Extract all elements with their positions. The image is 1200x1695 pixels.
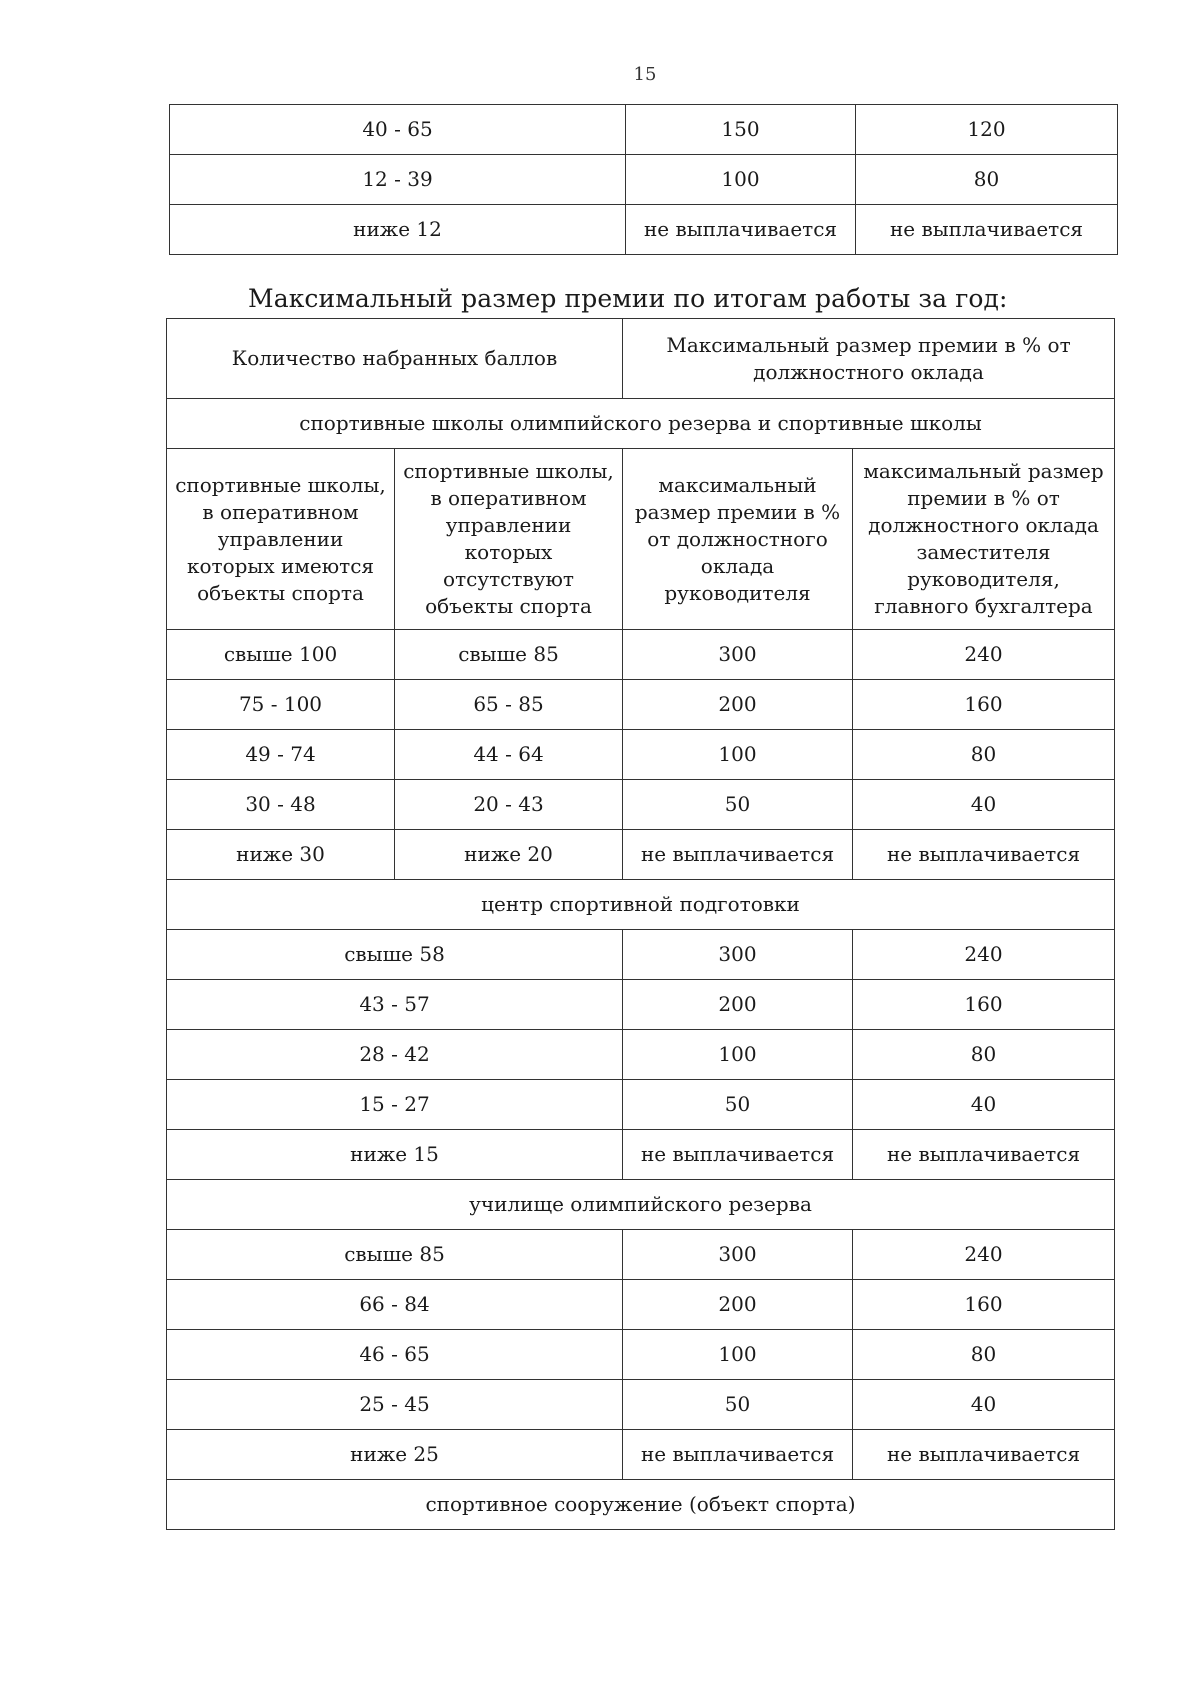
deputy-premium-cell: не выплачивается: [856, 205, 1118, 255]
head-premium-cell: 300: [623, 1230, 853, 1280]
deputy-premium-cell: не выплачивается: [853, 1430, 1115, 1480]
head-premium-cell: не выплачивается: [623, 1130, 853, 1180]
deputy-premium-cell: 40: [853, 780, 1115, 830]
page-number: 15: [633, 64, 657, 85]
deputy-premium-cell: 160: [853, 980, 1115, 1030]
section-title: центр спортивной подготовки: [167, 880, 1115, 930]
premium-header-cell: Максимальный размер премии в % от должностного оклада: [623, 319, 1115, 399]
score-range-cell: 49 - 74: [167, 730, 395, 780]
deputy-premium-cell: 160: [853, 1280, 1115, 1330]
head-premium-cell: не выплачивается: [626, 205, 856, 255]
table-row: [167, 1380, 1115, 1430]
score-range-cell: 75 - 100: [167, 680, 395, 730]
table-row: [167, 730, 1115, 780]
sub-header-without-facilities: спортивные школы, в оперативном управлении которых отсутствуют объекты спорта: [395, 449, 623, 630]
score-range-cell: 65 - 85: [395, 680, 623, 730]
section-title: спортивные школы олимпийского резерва и спортивные школы: [167, 399, 1115, 449]
section-row-sports-facility: [167, 1480, 1115, 1530]
table-row: [167, 1330, 1115, 1380]
head-premium-cell: 100: [623, 1330, 853, 1380]
score-range-cell: свыше 100: [167, 630, 395, 680]
score-range-cell: ниже 20: [395, 830, 623, 880]
deputy-premium-cell: 40: [853, 1080, 1115, 1130]
sub-header-deputy-premium: максимальный размер премии в % от должностного оклада заместителя руководителя, главного бухгалтера: [853, 449, 1115, 630]
deputy-premium-cell: 240: [853, 1230, 1115, 1280]
head-premium-cell: 300: [623, 630, 853, 680]
table-row: [167, 930, 1115, 980]
head-premium-cell: 150: [626, 105, 856, 155]
score-range-cell: свыше 85: [395, 630, 623, 680]
table-row: [167, 1280, 1115, 1330]
table-row: [167, 1080, 1115, 1130]
score-range-cell: свыше 85: [167, 1230, 623, 1280]
deputy-premium-cell: не выплачивается: [853, 1130, 1115, 1180]
score-range-cell: 46 - 65: [167, 1330, 623, 1380]
deputy-premium-cell: 160: [853, 680, 1115, 730]
deputy-premium-cell: 80: [856, 155, 1118, 205]
table-row: [167, 1430, 1115, 1480]
score-range-cell: 66 - 84: [167, 1280, 623, 1330]
head-premium-cell: не выплачивается: [623, 830, 853, 880]
table-header-row: [167, 319, 1115, 399]
score-range-cell: 30 - 48: [167, 780, 395, 830]
deputy-premium-cell: 120: [856, 105, 1118, 155]
score-range-cell: 28 - 42: [167, 1030, 623, 1080]
deputy-premium-cell: 80: [853, 730, 1115, 780]
head-premium-cell: 200: [623, 980, 853, 1030]
annual-premium-heading: Максимальный размер премии по итогам работы за год:: [248, 284, 1008, 313]
deputy-premium-cell: 40: [853, 1380, 1115, 1430]
section-row-sport-schools: [167, 399, 1115, 449]
score-range-cell: ниже 15: [167, 1130, 623, 1180]
deputy-premium-cell: 80: [853, 1030, 1115, 1080]
score-range-cell: ниже 25: [167, 1430, 623, 1480]
table-row: [167, 630, 1115, 680]
score-header-cell: Количество набранных баллов: [167, 319, 623, 399]
score-range-cell: 43 - 57: [167, 980, 623, 1030]
head-premium-cell: 200: [623, 680, 853, 730]
section-title: училище олимпийского резерва: [167, 1180, 1115, 1230]
deputy-premium-cell: 240: [853, 930, 1115, 980]
section-row-training-center: [167, 880, 1115, 930]
deputy-premium-cell: 80: [853, 1330, 1115, 1380]
score-range-cell: 40 - 65: [170, 105, 626, 155]
annual-premium-table: [166, 318, 1115, 1530]
score-range-cell: 44 - 64: [395, 730, 623, 780]
head-premium-cell: 100: [626, 155, 856, 205]
head-premium-cell: 50: [623, 1080, 853, 1130]
table-row: [167, 1030, 1115, 1080]
deputy-premium-cell: не выплачивается: [853, 830, 1115, 880]
premium-table-continuation: [169, 104, 1118, 255]
head-premium-cell: 100: [623, 730, 853, 780]
score-range-cell: ниже 30: [167, 830, 395, 880]
table-row: [167, 680, 1115, 730]
head-premium-cell: 50: [623, 780, 853, 830]
table-row: [170, 155, 1118, 205]
table-row: [167, 780, 1115, 830]
head-premium-cell: 300: [623, 930, 853, 980]
table-row: [167, 830, 1115, 880]
score-range-cell: ниже 12: [170, 205, 626, 255]
table-row: [167, 1130, 1115, 1180]
score-range-cell: 25 - 45: [167, 1380, 623, 1430]
table-row: [170, 105, 1118, 155]
section-title: спортивное сооружение (объект спорта): [167, 1480, 1115, 1530]
score-range-cell: свыше 58: [167, 930, 623, 980]
head-premium-cell: 200: [623, 1280, 853, 1330]
head-premium-cell: 50: [623, 1380, 853, 1430]
table-row: [167, 1230, 1115, 1280]
head-premium-cell: 100: [623, 1030, 853, 1080]
section-row-olympic-college: [167, 1180, 1115, 1230]
table-row: [167, 980, 1115, 1030]
head-premium-cell: не выплачивается: [623, 1430, 853, 1480]
score-range-cell: 15 - 27: [167, 1080, 623, 1130]
sub-header-row: [167, 449, 1115, 630]
score-range-cell: 20 - 43: [395, 780, 623, 830]
sub-header-head-premium: максимальный размер премии в % от должностного оклада руководителя: [623, 449, 853, 630]
deputy-premium-cell: 240: [853, 630, 1115, 680]
table-row: [170, 205, 1118, 255]
score-range-cell: 12 - 39: [170, 155, 626, 205]
sub-header-with-facilities: спортивные школы, в оперативном управлении которых имеются объекты спорта: [167, 449, 395, 630]
